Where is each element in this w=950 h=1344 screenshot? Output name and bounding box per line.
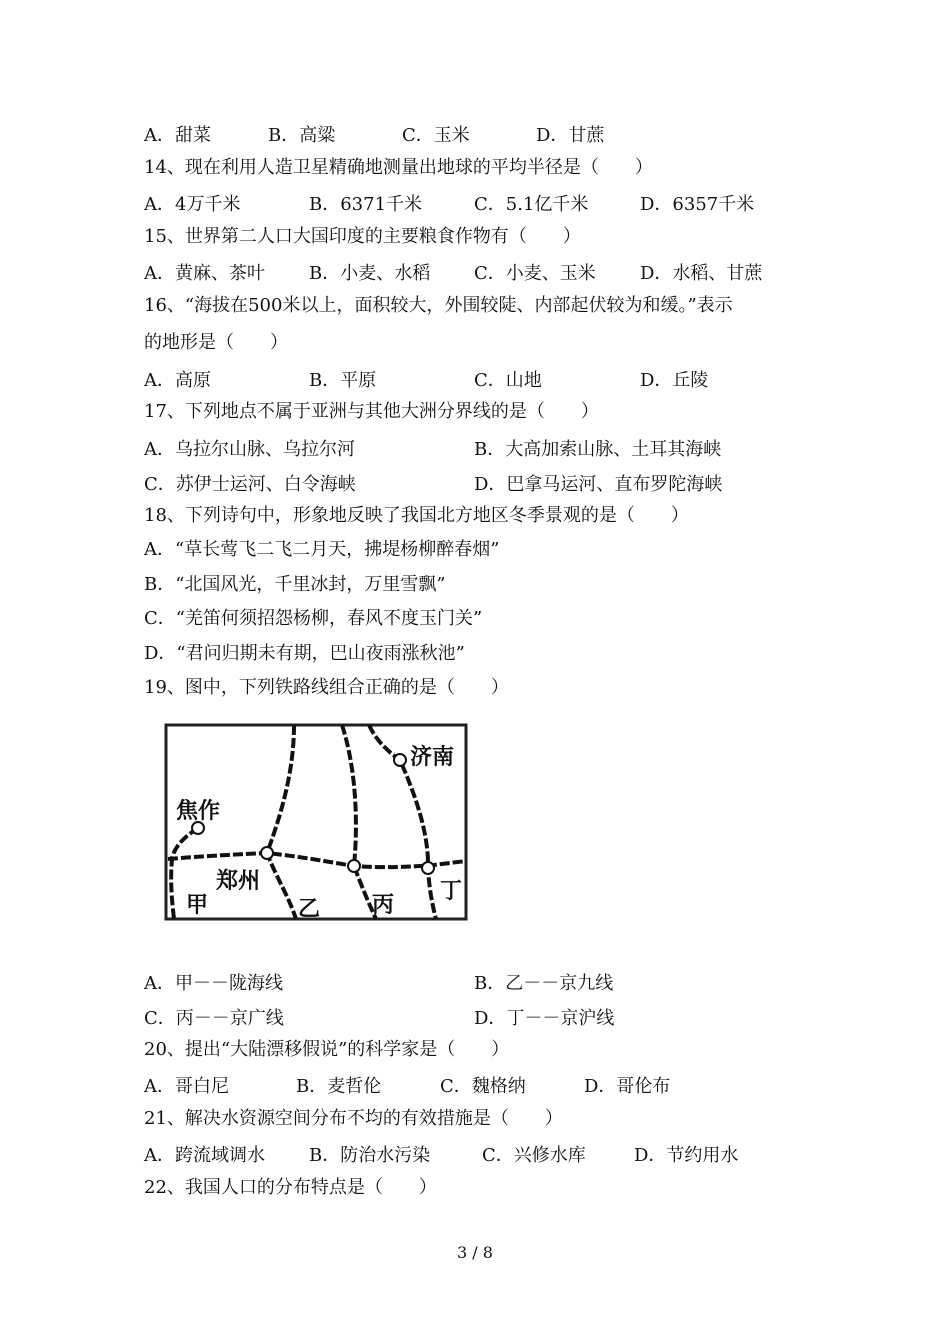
q15-option-b: B．小麦、水稻	[309, 263, 431, 284]
q14-option-c: C．5.1亿千米	[474, 194, 589, 215]
q20-stem: 20、提出“大陆漂移假说”的科学家是（ ）	[144, 1039, 510, 1060]
label-jinan: 济南	[410, 745, 455, 770]
q16-option-c: C．山地	[474, 370, 542, 391]
q17-option-b: B．大高加索山脉、土耳其海峡	[474, 439, 722, 460]
page-number: 3 / 8	[457, 1243, 493, 1262]
q19-stem: 19、图中，下列铁路线组合正确的是（ ）	[144, 677, 509, 698]
label-zhengzhou: 郑州	[216, 869, 261, 894]
q13-option-a: A．甜菜	[144, 125, 211, 146]
q15-stem: 15、世界第二人口大国印度的主要粮食作物有（ ）	[144, 226, 581, 247]
q16-option-b: B．平原	[309, 370, 377, 391]
q17-option-a: A．乌拉尔山脉、乌拉尔河	[144, 439, 355, 460]
q13-option-c: C．玉米	[402, 125, 470, 146]
q19-option-a: A．甲－－陇海线	[144, 973, 283, 994]
q17-option-d: D．巴拿马运河、直布罗陀海峡	[474, 474, 723, 495]
q14-option-b: B．6371千米	[309, 194, 423, 215]
station-bing-junction	[348, 860, 360, 872]
q16-stem-line2: 的地形是（ ）	[144, 332, 288, 353]
q14-stem: 14、现在利用人造卫星精确地测量出地球的平均半径是（ ）	[144, 157, 653, 178]
q16-stem-line1: 16、“海拔在500米以上，面积较大，外围较陡、内部起伏较为和缓。”表示	[144, 295, 733, 316]
q14-option-a: A．4万千米	[144, 194, 241, 215]
q19-option-c: C．丙－－京广线	[144, 1008, 284, 1029]
q20-option-d: D．哥伦布	[584, 1076, 671, 1097]
q20-option-c: C．魏格纳	[440, 1076, 526, 1097]
q15-option-d: D．水稻、甘蔗	[640, 263, 763, 284]
q21-stem: 21、解决水资源空间分布不均的有效措施是（ ）	[144, 1108, 563, 1129]
q18-option-c: C．“羌笛何须招怨杨柳，春风不度玉门关”	[144, 608, 483, 629]
q15-option-c: C．小麦、玉米	[474, 263, 596, 284]
q20-option-a: A．哥白尼	[144, 1076, 229, 1097]
railway-map	[164, 722, 469, 922]
label-ding: 丁	[440, 879, 463, 904]
q13-option-b: B．高粱	[268, 125, 336, 146]
q21-option-a: A．跨流域调水	[144, 1145, 265, 1166]
label-yi: 乙	[298, 897, 321, 922]
q16-option-a: A．高原	[144, 370, 211, 391]
q18-stem: 18、下列诗句中，形象地反映了我国北方地区冬季景观的是（ ）	[144, 505, 689, 526]
q18-option-d: D．“君问归期未有期，巴山夜雨涨秋池”	[144, 643, 465, 664]
label-bing: 丙	[372, 893, 395, 918]
q18-option-b: B．“北国风光，千里冰封，万里雪飘”	[144, 574, 446, 595]
station-jinan	[394, 754, 406, 766]
q15-option-a: A．黄麻、茶叶	[144, 263, 265, 284]
q17-option-c: C．苏伊士运河、白令海峡	[144, 474, 356, 495]
q18-option-a: A．“草长莺飞二飞二月天，拂堤杨柳醉春烟”	[144, 539, 500, 560]
q14-option-d: D．6357千米	[640, 194, 755, 215]
station-zhengzhou	[261, 847, 273, 859]
q21-option-d: D．节约用水	[634, 1145, 739, 1166]
q19-option-b: B．乙－－京九线	[474, 973, 614, 994]
q19-option-d: D．丁－－京沪线	[474, 1008, 615, 1029]
q22-stem: 22、我国人口的分布特点是（ ）	[144, 1177, 437, 1198]
station-ding-junction	[422, 862, 434, 874]
q21-option-c: C．兴修水库	[482, 1145, 586, 1166]
q20-option-b: B．麦哲伦	[296, 1076, 382, 1097]
label-jia: 甲	[186, 893, 209, 918]
q21-option-b: B．防治水污染	[309, 1145, 431, 1166]
q16-option-d: D．丘陵	[640, 370, 709, 391]
q13-option-d: D．甘蔗	[536, 125, 605, 146]
label-jiaozuo: 焦作	[176, 799, 221, 824]
q17-stem: 17、下列地点不属于亚洲与其他大洲分界线的是（ ）	[144, 401, 599, 422]
